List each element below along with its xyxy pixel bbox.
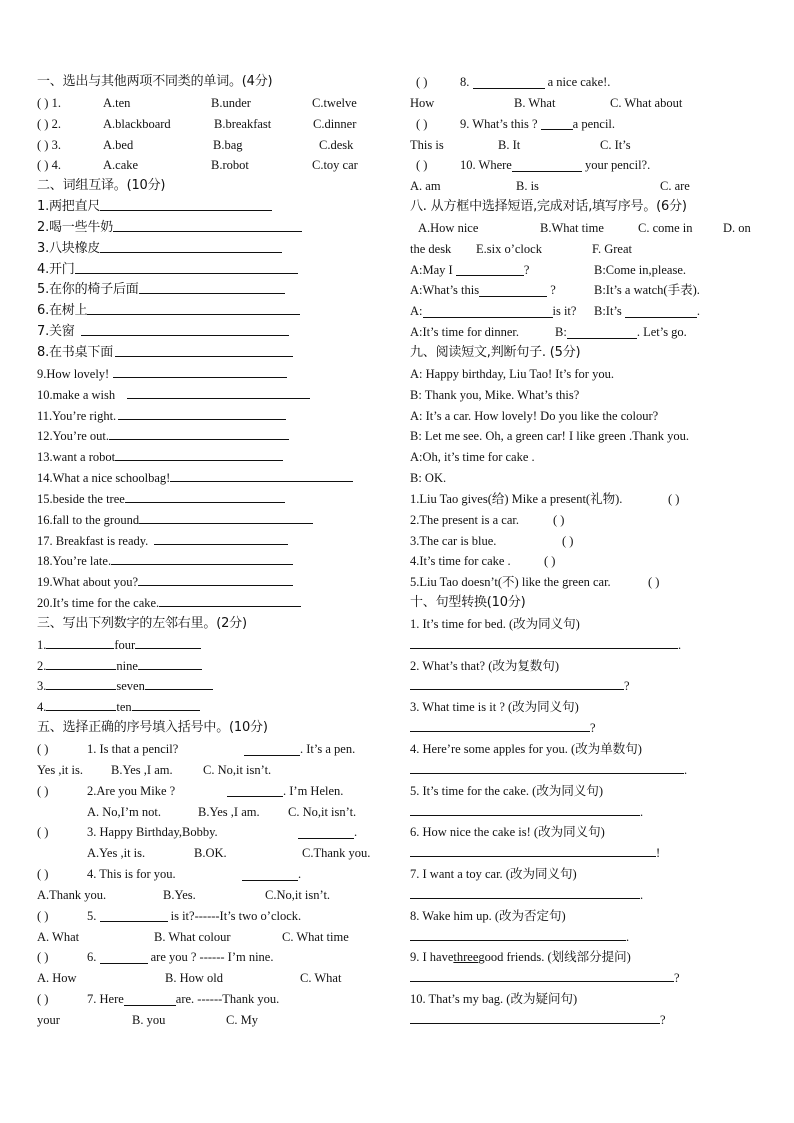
s10-question: 9. I havethreegood friends. (划线部分提问)	[410, 947, 770, 968]
s10-question: 8. Wake him up. (改为否定句)	[410, 908, 566, 923]
right-blank[interactable]	[132, 697, 200, 711]
option-c: C.twelve	[312, 95, 357, 110]
s10-answer-line: .	[410, 802, 770, 823]
answer-line[interactable]	[113, 218, 302, 232]
answer-line[interactable]	[159, 593, 301, 607]
answer-line[interactable]	[113, 364, 287, 378]
answer-line[interactable]	[625, 304, 697, 318]
section-10-title: 十、句型转换(10分)	[410, 595, 526, 611]
s5-options-7: your B. you C. My	[37, 1012, 258, 1027]
answer-line[interactable]	[100, 950, 148, 964]
s2-item: 12.You’re out.	[37, 426, 389, 447]
s2-item: 4.开门	[37, 260, 389, 281]
option-b: B.robot	[211, 158, 249, 173]
answer-line[interactable]	[109, 426, 289, 440]
left-blank[interactable]	[46, 635, 114, 649]
s5-options-10: A. am B. is C. are	[410, 179, 690, 194]
answer-paren[interactable]: ( )	[648, 575, 660, 590]
left-blank[interactable]	[46, 676, 116, 690]
s10-answer-line: !	[410, 843, 770, 864]
s2-item: 8.在书桌下面	[37, 343, 389, 364]
passage-line: B: OK.	[410, 471, 447, 486]
answer-line[interactable]	[242, 867, 298, 881]
answer-paren[interactable]: ( )	[562, 533, 574, 548]
answer-line[interactable]	[423, 304, 553, 318]
s3-item: 1. four	[37, 635, 389, 656]
s8-options-row-1: A.How nice B.What time C. come in D. on	[418, 220, 751, 235]
s8-dialogue-2: A:What’s this ? B:It’s a watch(手表).	[410, 283, 700, 298]
s5-options-3: A.Yes ,it is. B.OK. C.Thank you.	[87, 846, 371, 861]
answer-paren[interactable]: ( )	[553, 512, 565, 527]
s2-item: 11.You’re right.	[37, 406, 389, 427]
option-a: A.bed	[103, 137, 134, 152]
left-blank[interactable]	[46, 656, 116, 670]
s2-item: 1.两把直尺	[37, 197, 389, 218]
answer-line[interactable]	[567, 325, 637, 339]
s5-options-1: Yes ,it is. B.Yes ,I am. C. No,it isn’t.	[37, 762, 272, 777]
answer-line[interactable]	[125, 489, 285, 503]
answer-line[interactable]	[227, 783, 283, 797]
s2-item: 17. Breakfast is ready.	[37, 531, 389, 552]
option-a: A.ten	[103, 95, 131, 110]
passage-line: A: It’s a car. How lovely! Do you like the colour?	[410, 408, 659, 423]
s2-item: 16.fall to the ground	[37, 510, 389, 531]
option-c: C.desk	[319, 137, 354, 152]
answer-line[interactable]	[139, 510, 313, 524]
s5-question-9: ( ) 9. What’s this ? a pencil.	[410, 114, 770, 135]
s10-answer-line: ?	[410, 718, 770, 739]
answer-line[interactable]	[111, 551, 293, 565]
s1-question-2	[37, 114, 389, 135]
answer-line[interactable]	[154, 531, 288, 545]
s2-item: 7.关窗	[37, 322, 389, 343]
s5-question-7: ( ) 7. Here are. ------Thank you.	[37, 989, 389, 1010]
section-5-title: 五、选择正确的序号填入括号中。(10分)	[37, 720, 268, 736]
s2-item: 5.在你的椅子后面	[37, 280, 389, 301]
s2-item: 6.在树上	[37, 301, 389, 322]
s1-question-1	[37, 93, 389, 114]
answer-line[interactable]	[115, 343, 293, 357]
answer-line[interactable]	[100, 239, 282, 253]
s3-item: 3. seven	[37, 676, 389, 697]
s2-item: 15.beside the tree	[37, 489, 389, 510]
answer-line[interactable]	[298, 825, 354, 839]
s9-item: 4.It’s time for cake . ( )	[410, 551, 770, 572]
s9-item: 5.Liu Tao doesn’t(不) like the green car. ( )	[410, 572, 770, 593]
answer-paren[interactable]: ( ) 4.	[37, 158, 61, 173]
s10-question: 2. What’s that? (改为复数句)	[410, 658, 560, 673]
answer-line[interactable]	[127, 385, 310, 399]
s10-answer-line: .	[410, 760, 770, 781]
right-column	[410, 72, 770, 1031]
left-column	[37, 72, 389, 1031]
s10-answer-line: .	[410, 927, 770, 948]
answer-line[interactable]	[75, 260, 298, 274]
passage-line: B: Let me see. Oh, a green car! I like green .Thank you.	[410, 429, 690, 444]
underlined-word: three	[453, 950, 479, 965]
section-3-title: 三、写出下列数字的左邻右里。(2分)	[37, 615, 247, 631]
s8-options-row-2: the desk E.six o’clock F. Great	[410, 241, 632, 256]
s2-item: 14.What a nice schoolbag!	[37, 468, 389, 489]
s8-dialogue-1: A:May I ? B:Come in,please.	[410, 262, 686, 277]
option-b: B.bag	[213, 137, 243, 152]
s10-question: 1. It’s time for bed. (改为同义句)	[410, 616, 580, 631]
answer-paren[interactable]: ( ) 3.	[37, 137, 61, 152]
option-b: B.under	[211, 95, 251, 110]
s10-answer-line: ?	[410, 676, 770, 697]
answer-line[interactable]	[100, 197, 272, 211]
s5-options-8: How B. What C. What about	[410, 95, 683, 110]
s2-item: 10.make a wish	[37, 385, 389, 406]
s9-item: 1.Liu Tao gives(给) Mike a present(礼物). ( )	[410, 489, 770, 510]
s5-question-5: ( ) 5. is it?------It’s two o’clock.	[37, 906, 389, 927]
s8-dialogue-3: A: is it? B:It’s .	[410, 304, 701, 319]
option-c: C.toy car	[312, 158, 358, 173]
s9-item: 3.The car is blue. ( )	[410, 531, 770, 552]
answer-paren[interactable]: ( )	[37, 742, 49, 756]
option-a: A.blackboard	[103, 116, 171, 131]
option-a: A.cake	[103, 158, 139, 173]
answer-paren[interactable]: ( )	[544, 554, 556, 569]
answer-paren[interactable]: ( )	[37, 825, 49, 840]
s2-item: 3.八块橡皮	[37, 239, 389, 260]
s2-item: 9.How lovely!	[37, 364, 389, 385]
s10-question: 3. What time is it ? (改为同义句)	[410, 700, 579, 715]
s10-question: 5. It’s time for the cake. (改为同义句)	[410, 783, 604, 798]
s3-item: 4. ten	[37, 697, 389, 718]
s10-answer-line: ?	[410, 1010, 770, 1031]
s10-question: 7. I want a toy car. (改为同义句)	[410, 867, 577, 882]
answer-line[interactable]	[115, 447, 283, 461]
answer-line[interactable]	[139, 280, 285, 294]
option-c: C.dinner	[313, 116, 357, 131]
s5-question-2: ( ) 2.Are you Mike ? . I’m Helen.	[37, 781, 389, 802]
answer-line[interactable]	[100, 908, 168, 922]
answer-paren[interactable]: ( ) 1.	[37, 95, 61, 110]
s5-question-3: ( ) 3. Happy Birthday,Bobby. .	[37, 822, 389, 843]
section-9-title: 九、阅读短文,判断句子. (5分)	[410, 344, 581, 360]
answer-paren[interactable]: ( )	[37, 867, 49, 882]
answer-line[interactable]	[244, 742, 300, 756]
section-2-title: 二、词组互译。(10分)	[37, 178, 166, 194]
s2-item: 20.It’s time for the cake.	[37, 593, 389, 614]
s5-question-1: ( ) 1. Is that a pencil? . It’s a pen.	[37, 739, 389, 760]
s10-question: 6. How nice the cake is! (改为同义句)	[410, 825, 605, 840]
s2-item: 18.You’re late.	[37, 551, 389, 572]
answer-paren[interactable]: ( ) 2.	[37, 116, 61, 131]
right-blank[interactable]	[145, 676, 213, 690]
answer-line[interactable]	[124, 992, 176, 1006]
answer-line[interactable]	[479, 283, 547, 297]
answer-line[interactable]	[541, 116, 573, 130]
s5-question-10: ( ) 10. Where your pencil?.	[410, 155, 770, 176]
right-blank[interactable]	[138, 656, 202, 670]
s1-question-4	[37, 155, 389, 176]
s8-dialogue-4: A:It’s time for dinner. B: . Let’s go.	[410, 325, 687, 340]
answer-paren[interactable]: ( )	[37, 992, 49, 1007]
passage-line: A:Oh, it’s time for cake .	[410, 450, 535, 465]
s3-item: 2. nine	[37, 656, 389, 677]
answer-line[interactable]	[118, 406, 286, 420]
s5-options-5: A. What B. What colour C. What time	[37, 929, 349, 944]
answer-line[interactable]	[512, 158, 582, 172]
answer-paren[interactable]: ( )	[416, 116, 428, 131]
s10-answer-line: .	[410, 885, 770, 906]
s1-question-3	[37, 135, 389, 156]
answer-line[interactable]	[456, 262, 524, 276]
answer-paren[interactable]: ( )	[416, 75, 428, 89]
answer-line[interactable]	[473, 75, 545, 89]
answer-line[interactable]	[170, 468, 353, 482]
answer-paren[interactable]: ( )	[416, 158, 428, 173]
s2-item: 13.want a robot	[37, 447, 389, 468]
answer-line[interactable]	[87, 301, 300, 315]
passage-line: B: Thank you, Mike. What’s this?	[410, 387, 580, 402]
s5-options-6: A. How B. How old C. What	[37, 971, 342, 986]
s5-question-8: ( ) 8. a nice cake!.	[410, 72, 770, 93]
answer-line[interactable]	[81, 322, 289, 336]
s10-question: 10. That’s my bag. (改为疑问句)	[410, 992, 578, 1007]
s10-answer-line: .	[410, 635, 770, 656]
answer-paren[interactable]: ( )	[37, 908, 49, 923]
s9-item: 2.The present is a car. ( )	[410, 510, 770, 531]
section-1-title: 一、选出与其他两项不同类的单词。(4分)	[37, 74, 273, 89]
s2-item: 19.What about you?	[37, 572, 389, 593]
left-blank[interactable]	[46, 697, 116, 711]
s10-question: 4. Here’re some apples for you. (改为单数句)	[410, 742, 642, 756]
answer-paren[interactable]: ( )	[668, 491, 680, 506]
answer-paren[interactable]: ( )	[37, 783, 49, 798]
answer-paren[interactable]: ( )	[37, 950, 49, 965]
s5-question-4: ( ) 4. This is for you. .	[37, 864, 389, 885]
passage-line: A: Happy birthday, Liu Tao! It’s for you.	[410, 366, 614, 381]
s10-answer-line: ?	[410, 968, 770, 989]
answer-line[interactable]	[138, 572, 293, 586]
s5-options-4: A.Thank you. B.Yes. C.No,it isn’t.	[37, 887, 331, 902]
s5-options-2: A. No,I’m not. B.Yes ,I am. C. No,it isn’t.	[87, 804, 357, 819]
option-b: B.breakfast	[214, 116, 272, 131]
section-8-title: 八. 从方框中选择短语,完成对话,填写序号。(6分)	[410, 199, 687, 215]
s5-question-6: ( ) 6. are you ? ------ I’m nine.	[37, 947, 389, 968]
s5-options-9: This is B. It C. It’s	[410, 137, 631, 152]
s2-item: 2.喝一些牛奶	[37, 218, 389, 239]
right-blank[interactable]	[135, 635, 201, 649]
